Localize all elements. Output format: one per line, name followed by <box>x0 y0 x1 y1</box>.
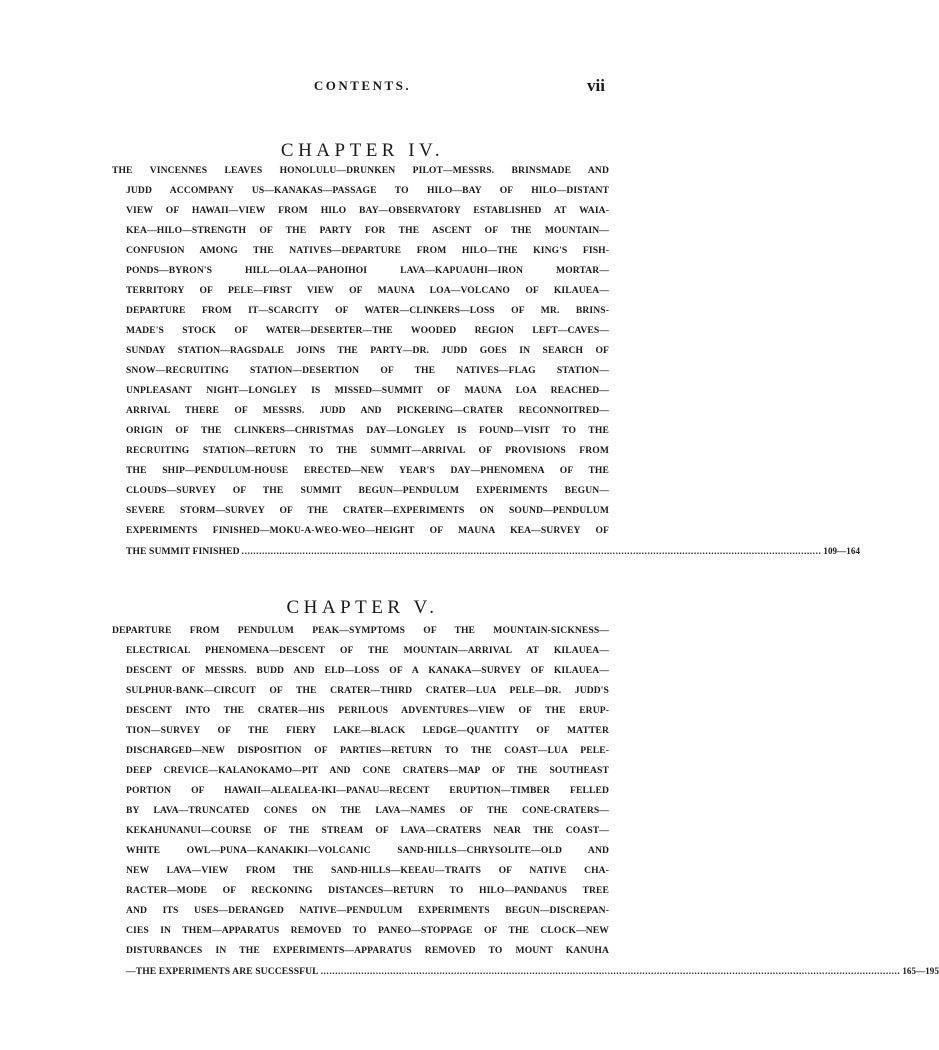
synopsis-line: PORTION OF HAWAII—ALEALEA-IKI—PANAU—RECENT ERUPTION—TIMBER FELLED <box>126 785 609 796</box>
synopsis-line: KEA—HILO—STRENGTH OF THE PARTY FOR THE ASCENT OF THE MOUNTAIN— <box>126 225 609 236</box>
synopsis-line: DEEP CREVICE—KALANOKAMO—PIT AND CONE CRATERS—MAP OF THE SOUTHEAST <box>126 765 609 776</box>
synopsis-line: ARRIVAL THERE OF MESSRS. JUDD AND PICKERING—CRATER RECONNOITRED— <box>126 405 609 416</box>
synopsis-line: RECRUITING STATION—RETURN TO THE SUMMIT—ARRIVAL OF PROVISIONS FROM <box>126 445 609 456</box>
synopsis-line: THE SUMMIT FINISHED <box>126 546 240 557</box>
synopsis-line: NEW LAVA—VIEW FROM THE SAND-HILLS—KEEAU—TRAITS OF NATIVE CHA- <box>126 865 609 876</box>
synopsis-line: UNPLEASANT NIGHT—LONGLEY IS MISSED—SUMMIT OF MAUNA LOA REACHED— <box>126 385 609 396</box>
page-number: vii <box>587 76 605 95</box>
synopsis-line: DEPARTURE FROM IT—SCARCITY OF WATER—CLINKERS—LOSS OF MR. BRINS- <box>126 305 609 316</box>
chapter-4-synopsis <box>112 161 861 561</box>
synopsis-line: SULPHUR-BANK—CIRCUIT OF THE CRATER—THIRD CRATER—LUA PELE—DR. JUDD'S <box>126 685 609 696</box>
synopsis-final-line <box>112 541 861 561</box>
synopsis-line: WHITE OWL—PUNA—KANAKIKI—VOLCANIC SAND-HILLS—CHRYSOLITE—OLD AND <box>126 845 609 856</box>
running-title: CONTENTS. <box>313 78 412 93</box>
synopsis-line: —THE EXPERIMENTS ARE SUCCESSFUL <box>126 966 319 977</box>
synopsis-line: CIES IN THEM—APPARATUS REMOVED TO PANEO—STOPPAGE OF THE CLOCK—NEW <box>126 925 609 936</box>
synopsis-line: TION—SURVEY OF THE FIERY LAKE—BLACK LEDGE—QUANTITY OF MATTER <box>126 725 609 736</box>
synopsis-line: DISCHARGED—NEW DISPOSITION OF PARTIES—RETURN TO THE COAST—LUA PELE- <box>126 745 609 756</box>
synopsis-line: DISTURBANCES IN THE EXPERIMENTS—APPARATUS REMOVED TO MOUNT KANUHA <box>126 945 609 956</box>
synopsis-line: DESCENT INTO THE CRATER—HIS PERILOUS ADVENTURES—VIEW OF THE ERUP- <box>126 705 609 716</box>
synopsis-line: THE SHIP—PENDULUM-HOUSE ERECTED—NEW YEAR'S DAY—PHENOMENA OF THE <box>126 465 609 476</box>
synopsis-line: BY LAVA—TRUNCATED CONES ON THE LAVA—NAMES OF THE CONE-CRATERS— <box>126 805 609 816</box>
synopsis-line: SNOW—RECRUITING STATION—DESERTION OF THE NATIVES—FLAG STATION— <box>126 365 609 376</box>
page-range: 109—164 <box>823 546 861 556</box>
synopsis-final-line <box>112 961 939 981</box>
synopsis-line: AND ITS USES—DERANGED NATIVE—PENDULUM EXPERIMENTS BEGUN—DISCREPAN- <box>126 905 609 916</box>
synopsis-line: RACTER—MODE OF RECKONING DISTANCES—RETURN TO HILO—PANDANUS TREE <box>126 885 609 896</box>
synopsis-line: SEVERE STORM—SURVEY OF THE CRATER—EXPERIMENTS ON SOUND—PENDULUM <box>126 505 609 516</box>
synopsis-line: ORIGIN OF THE CLINKERS—CHRISTMAS DAY—LONGLEY IS FOUND—VISIT TO THE <box>126 425 609 436</box>
synopsis-line: DEPARTURE FROM PENDULUM PEAK—SYMPTOMS OF THE MOUNTAIN-SICKNESS— <box>112 625 609 636</box>
chapter-5-synopsis <box>112 621 939 981</box>
synopsis-line: DESCENT OF MESSRS. BUDD AND ELD—LOSS OF A KANAKA—SURVEY OF KILAUEA— <box>126 665 609 676</box>
dot-leader: ........................................................................................................................................................................................................ <box>241 546 822 557</box>
synopsis-line: MADE'S STOCK OF WATER—DESERTER—THE WOODED REGION LEFT—CAVES— <box>126 325 609 336</box>
synopsis-line: JUDD ACCOMPANY US—KANAKAS—PASSAGE TO HILO—BAY OF HILO—DISTANT <box>126 185 609 196</box>
synopsis-line: TERRITORY OF PELE—FIRST VIEW OF MAUNA LOA—VOLCANO OF KILAUEA— <box>126 285 609 296</box>
running-head <box>0 78 750 98</box>
synopsis-line: THE VINCENNES LEAVES HONOLULU—DRUNKEN PILOT—MESSRS. BRINSMADE AND <box>112 165 609 176</box>
synopsis-line: CONFUSION AMONG THE NATIVES—DEPARTURE FROM HILO—THE KING'S FISH- <box>126 245 609 256</box>
chapter-5-heading: CHAPTER V. <box>286 596 439 618</box>
chapter-4-heading: CHAPTER IV. <box>280 139 445 161</box>
synopsis-line: ELECTRICAL PHENOMENA—DESCENT OF THE MOUNTAIN—ARRIVAL AT KILAUEA— <box>126 645 609 656</box>
synopsis-line: VIEW OF HAWAII—VIEW FROM HILO BAY—OBSERVATORY ESTABLISHED AT WAIA- <box>126 205 609 216</box>
dot-leader: ........................................................................................................................................................................................................ <box>320 966 901 977</box>
synopsis-line: KEKAHUNANUI—COURSE OF THE STREAM OF LAVA—CRATERS NEAR THE COAST— <box>126 825 609 836</box>
synopsis-line: EXPERIMENTS FINISHED—MOKU-A-WEO-WEO—HEIGHT OF MAUNA KEA—SURVEY OF <box>126 525 609 536</box>
synopsis-line: CLOUDS—SURVEY OF THE SUMMIT BEGUN—PENDULUM EXPERIMENTS BEGUN— <box>126 485 609 496</box>
page-range: 165—195 <box>902 966 939 976</box>
synopsis-line: PONDS—BYRON'S HILL—OLAA—PAHOIHOI LAVA—KAPUAUHI—IRON MORTAR— <box>126 265 609 276</box>
synopsis-line: SUNDAY STATION—RAGSDALE JOINS THE PARTY—DR. JUDD GOES IN SEARCH OF <box>126 345 609 356</box>
